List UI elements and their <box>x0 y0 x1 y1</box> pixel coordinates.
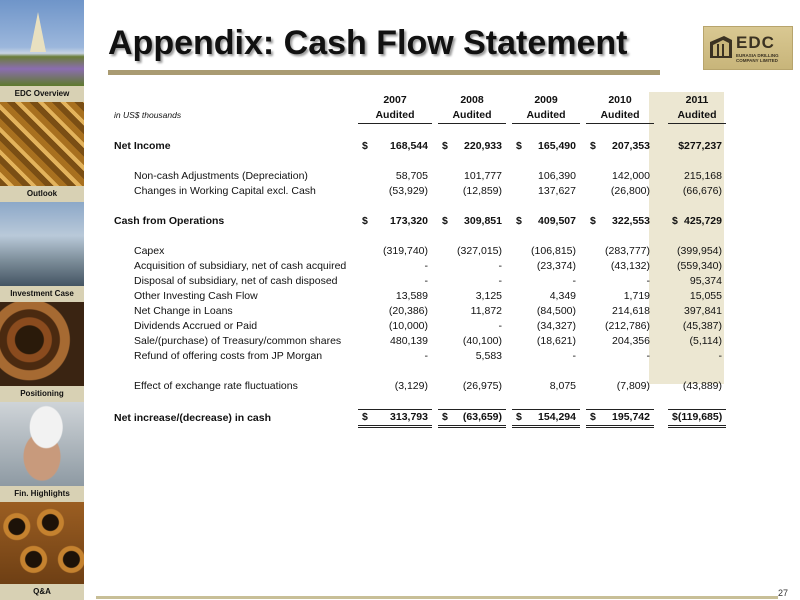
cell-value: 322,553 <box>612 215 650 227</box>
table-row <box>114 319 726 334</box>
cell-value: (5,114) <box>689 335 722 347</box>
table-row <box>114 184 726 199</box>
year-header: 2007 <box>383 94 407 106</box>
cell-value: 313,793 <box>390 411 428 423</box>
sidebar-item-investment-case[interactable]: Investment Case <box>0 286 84 302</box>
table-row <box>114 214 726 229</box>
currency-symbol: $ <box>442 215 448 227</box>
row-label: Net Change in Loans <box>134 305 233 317</box>
cell-value: (66,676) <box>682 185 722 197</box>
edc-logo-icon <box>710 36 732 58</box>
company-logo <box>703 26 793 70</box>
currency-symbol: $ <box>516 140 522 152</box>
cell-value: - <box>572 350 576 362</box>
currency-symbol: $ <box>442 140 448 152</box>
currency-symbol: $ <box>672 411 678 423</box>
table-row <box>114 139 726 154</box>
cell-value: - <box>718 350 722 362</box>
cell-value: 204,356 <box>612 335 650 347</box>
cell-value: (43,889) <box>682 380 722 392</box>
cell-value: 168,544 <box>390 140 428 152</box>
sidebar-item-edc-overview[interactable]: EDC Overview <box>0 86 84 102</box>
cell-value: (212,786) <box>605 320 650 332</box>
cell-value: 309,851 <box>464 215 502 227</box>
currency-symbol: $ <box>590 411 596 423</box>
table-row <box>114 410 726 427</box>
cell-value: (327,015) <box>457 245 502 257</box>
row-label: Cash from Operations <box>114 215 225 227</box>
cell-value: (26,800) <box>610 185 650 197</box>
row-label: Changes in Working Capital excl. Cash <box>134 185 316 197</box>
cell-value: 397,841 <box>684 305 722 317</box>
cell-value: (26,975) <box>462 380 502 392</box>
worker-photo <box>0 402 84 486</box>
cell-value: (20,386) <box>388 305 428 317</box>
row-label: Disposal of subsidiary, net of cash disposed <box>134 275 338 287</box>
cell-value: 409,507 <box>538 215 576 227</box>
year-header: 2009 <box>534 94 558 106</box>
cell-value: 195,742 <box>612 411 650 423</box>
currency-symbol: $ <box>442 411 448 423</box>
cell-value: - <box>424 350 428 362</box>
cell-value: - <box>572 275 576 287</box>
cell-value: 1,719 <box>623 290 650 302</box>
row-label: Refund of offering costs from JP Morgan <box>134 350 323 362</box>
audit-status: Audited <box>668 108 726 124</box>
currency-symbol: $ <box>362 215 368 227</box>
cell-value: (283,777) <box>605 245 650 257</box>
cell-value: (106,815) <box>531 245 576 257</box>
cash-flow-table <box>114 93 726 428</box>
cell-value: 137,627 <box>538 185 576 197</box>
row-label: Effect of exchange rate fluctuations <box>134 380 298 392</box>
logo-subtitle: EURASIA DRILLING COMPANY LIMITED <box>736 53 779 63</box>
cell-value: - <box>424 275 428 287</box>
row-label: Sale/(purchase) of Treasury/common shares <box>134 335 342 347</box>
table-row <box>114 169 726 184</box>
row-label: Acquisition of subsidiary, net of cash acquired <box>134 260 347 272</box>
cell-value: (399,954) <box>677 245 722 257</box>
footer-rule <box>96 596 778 599</box>
sidebar-item-positioning[interactable]: Positioning <box>0 386 84 402</box>
sidebar-nav <box>0 0 84 600</box>
cell-value: (12,859) <box>462 185 502 197</box>
sidebar-item-outlook[interactable]: Outlook <box>0 186 84 202</box>
table-row <box>114 379 726 394</box>
cell-value: (84,500) <box>536 305 576 317</box>
cell-value: 215,168 <box>684 170 722 182</box>
pipe-stack-photo <box>0 502 84 584</box>
cell-value: 220,933 <box>464 140 502 152</box>
year-header: 2011 <box>685 94 709 106</box>
sidebar-item-qa[interactable]: Q&A <box>0 584 84 600</box>
currency-symbol: $ <box>362 140 368 152</box>
cell-value: (43,132) <box>610 260 650 272</box>
currency-symbol: $ <box>590 215 596 227</box>
page-title: Appendix: Cash Flow Statement <box>108 24 628 62</box>
cell-value: (53,929) <box>388 185 428 197</box>
table-row <box>114 259 726 274</box>
cell-value: 13,589 <box>395 290 428 302</box>
currency-symbol: $ <box>672 215 678 227</box>
cell-value: - <box>498 320 502 332</box>
cell-value: 11,872 <box>470 305 502 317</box>
currency-symbol: $ <box>362 411 368 423</box>
cell-value: (319,740) <box>383 245 428 257</box>
cell-value: 95,374 <box>689 275 722 287</box>
cell-value: 142,000 <box>612 170 650 182</box>
drilling-rig-photo <box>0 0 84 86</box>
cell-value: (45,387) <box>682 320 722 332</box>
pipe-structure-photo <box>0 102 84 186</box>
table-row <box>114 349 726 364</box>
row-label: Net increase/(decrease) in cash <box>114 411 271 424</box>
cell-value: - <box>424 260 428 272</box>
rig-tower-icon <box>30 12 46 52</box>
cell-value: 5,583 <box>475 350 502 362</box>
cell-value: 425,729 <box>684 215 722 227</box>
table-row <box>114 244 726 259</box>
currency-symbol: $ <box>516 215 522 227</box>
cell-value: 106,390 <box>538 170 576 182</box>
cell-value: $277,237 <box>678 140 722 152</box>
page-number: 27 <box>778 588 789 598</box>
row-label: Dividends Accrued or Paid <box>134 320 258 332</box>
cell-value: (63,659) <box>462 411 502 423</box>
cell-value: - <box>498 260 502 272</box>
cell-value: (23,374) <box>536 260 576 272</box>
cell-value: (3,129) <box>394 380 428 392</box>
cell-value: - <box>646 350 650 362</box>
cell-value: 173,320 <box>390 215 428 227</box>
cell-value: - <box>498 275 502 287</box>
audit-status: Audited <box>512 108 580 124</box>
table-row <box>114 289 726 304</box>
audit-status: Audited <box>586 108 654 124</box>
year-header: 2010 <box>608 94 632 106</box>
row-label: Non-cash Adjustments (Depreciation) <box>134 170 308 182</box>
table-row <box>114 274 726 289</box>
table-row <box>114 334 726 349</box>
cell-value: 480,139 <box>390 335 428 347</box>
cell-value: (10,000) <box>388 320 428 332</box>
row-label: Capex <box>134 245 165 257</box>
row-label: Net Income <box>114 140 171 152</box>
cell-value: 58,705 <box>395 170 428 182</box>
cell-value: 3,125 <box>475 290 502 302</box>
currency-symbol: $ <box>590 140 596 152</box>
cell-value: (34,327) <box>536 320 576 332</box>
audit-status: Audited <box>438 108 506 124</box>
cell-value: 165,490 <box>538 140 576 152</box>
title-underline <box>108 70 660 75</box>
row-label: Other Investing Cash Flow <box>134 290 258 302</box>
year-header: 2008 <box>460 94 484 106</box>
audit-header-row <box>114 108 726 124</box>
cell-value: (18,621) <box>536 335 576 347</box>
cell-value: (559,340) <box>677 260 722 272</box>
cell-value: 8,075 <box>549 380 576 392</box>
logo-text: EDC <box>736 33 775 52</box>
cell-value: 101,777 <box>464 170 502 182</box>
year-header-row <box>114 93 726 108</box>
cell-value: 207,353 <box>612 140 650 152</box>
audit-status: Audited <box>358 108 432 124</box>
cell-value: 154,294 <box>538 411 576 423</box>
cell-value: (40,100) <box>462 335 502 347</box>
cell-value: 214,618 <box>612 305 650 317</box>
units-label: in US$ thousands <box>114 110 182 121</box>
currency-symbol: $ <box>516 411 522 423</box>
offshore-rig-photo <box>0 202 84 286</box>
drill-pipe-photo <box>0 302 84 386</box>
table-row <box>114 304 726 319</box>
cell-value: 4,349 <box>549 290 576 302</box>
cell-value: 15,055 <box>689 290 722 302</box>
cell-value: - <box>646 275 650 287</box>
sidebar-item-fin-highlights[interactable]: Fin. Highlights <box>0 486 84 502</box>
cell-value: (119,685) <box>677 411 723 423</box>
cell-value: (7,809) <box>616 380 650 392</box>
